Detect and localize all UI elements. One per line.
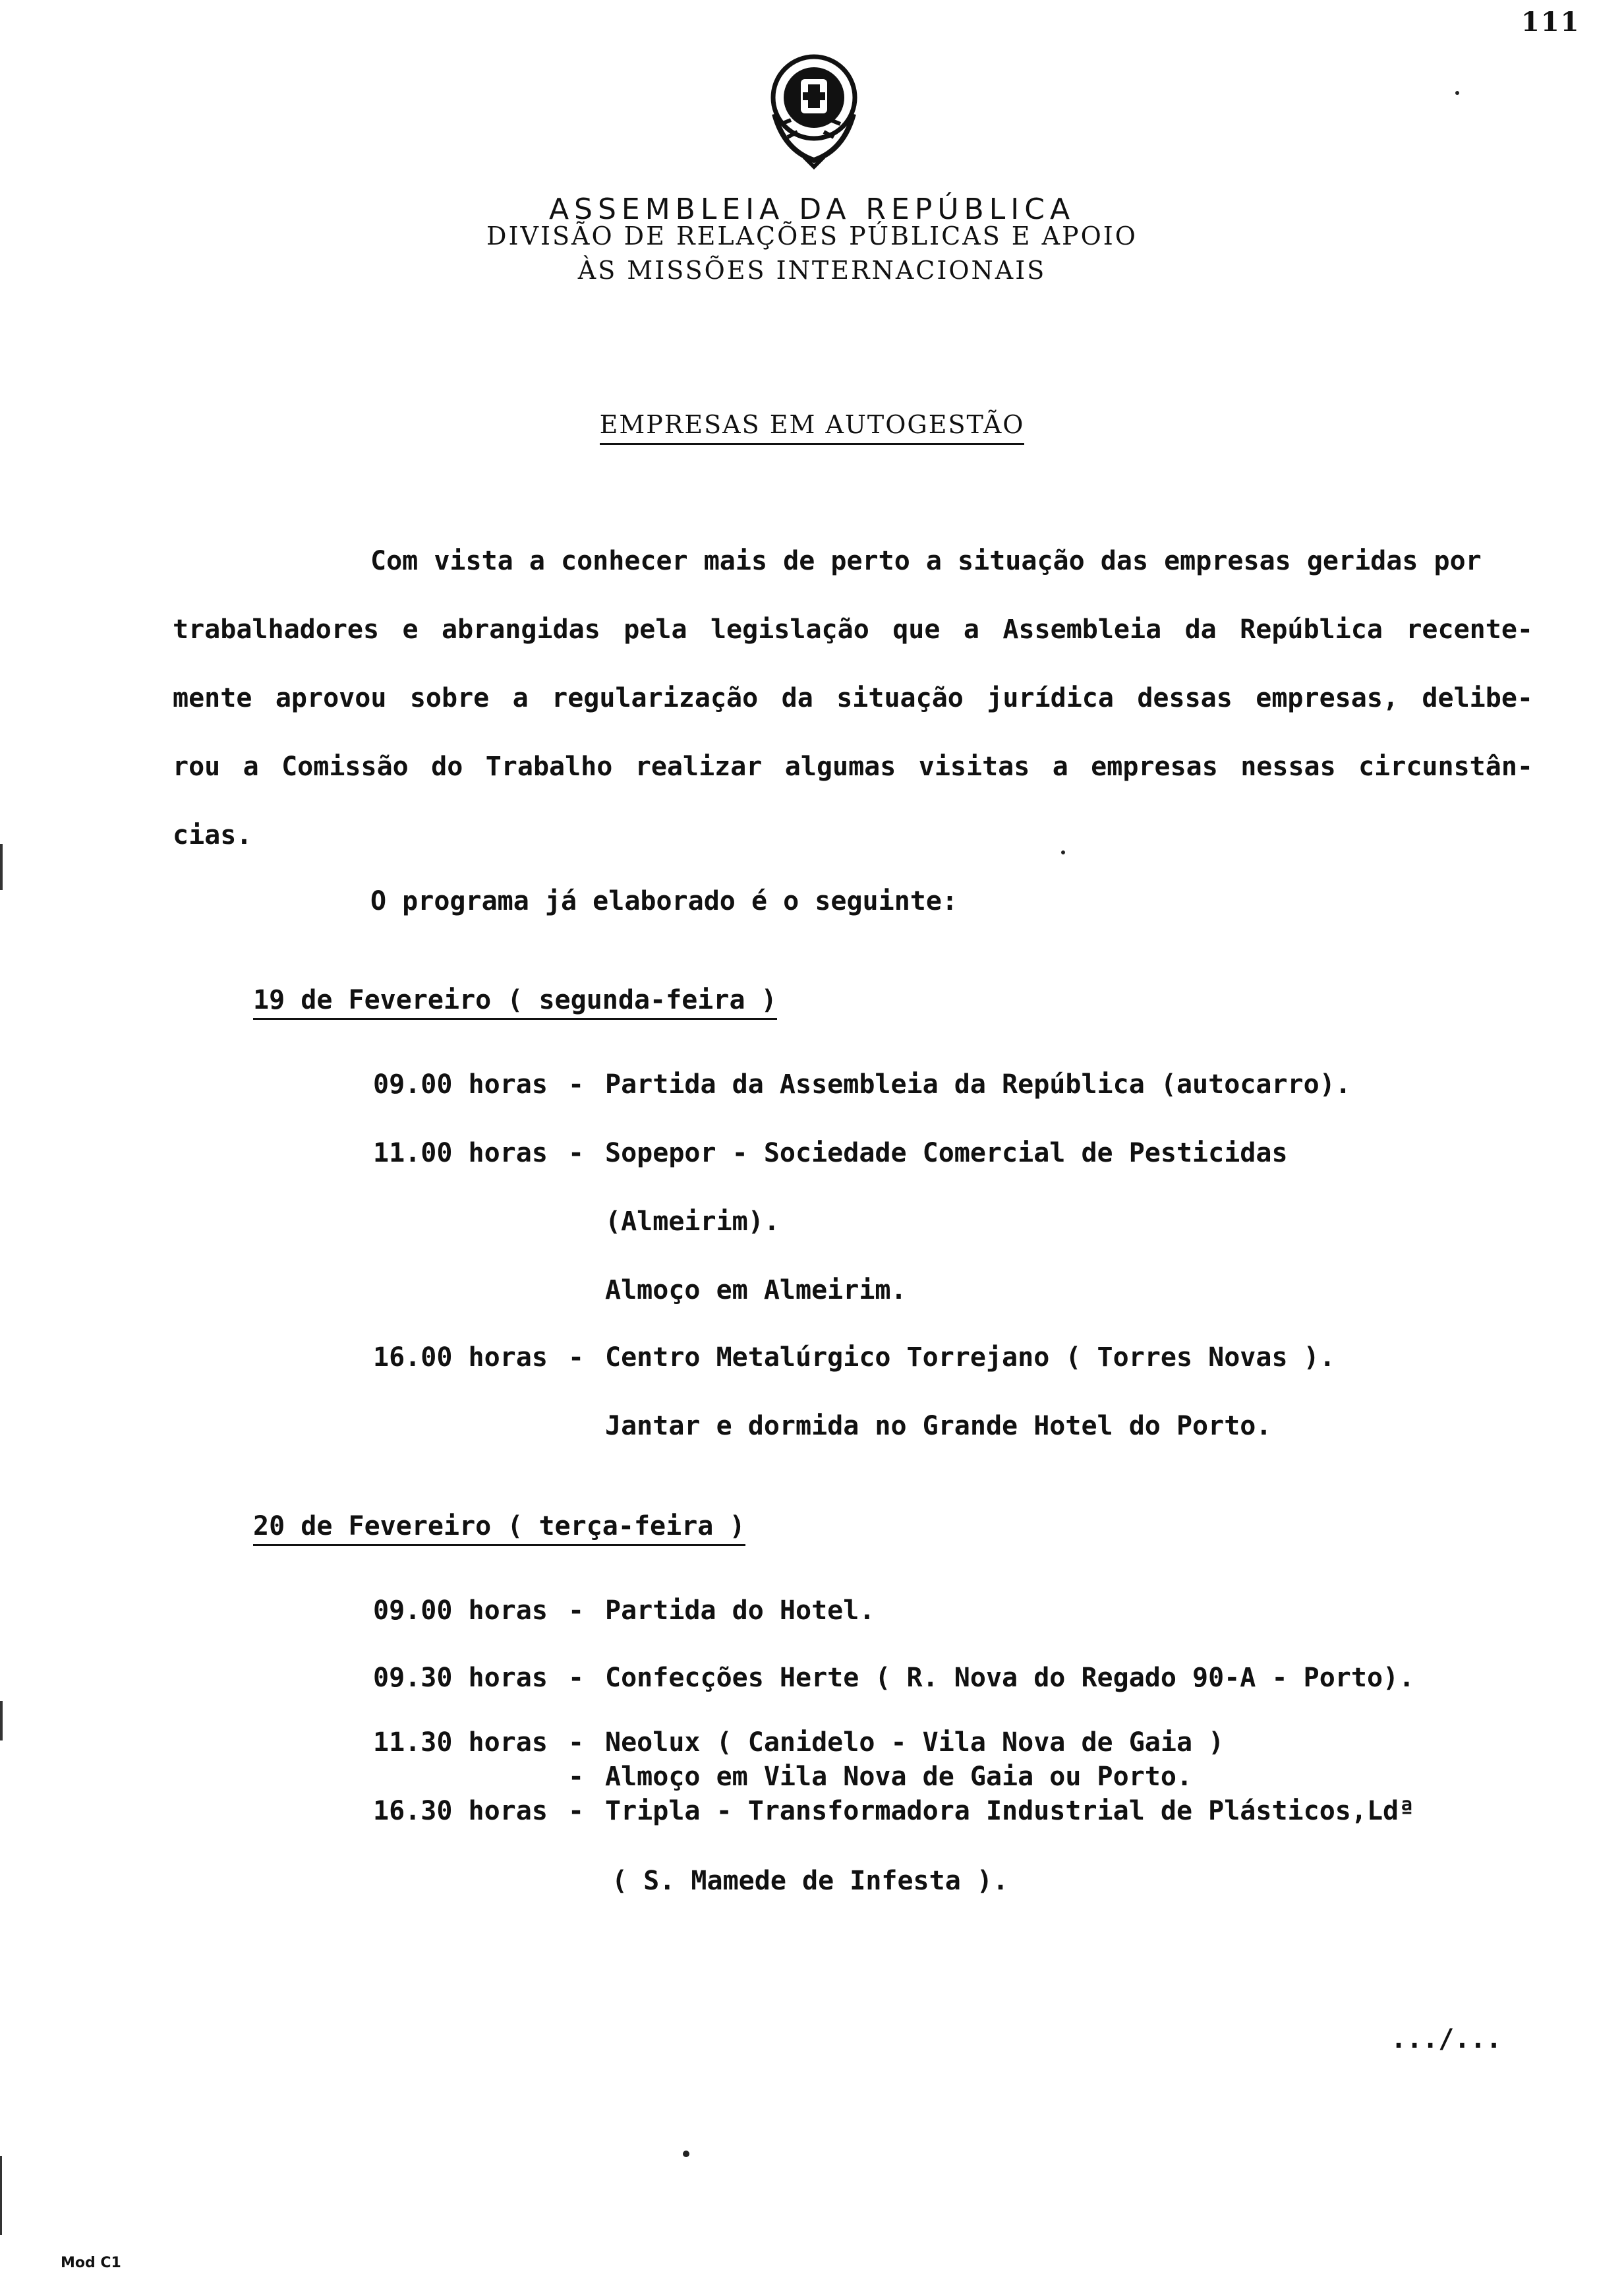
entry-dash: - <box>568 1796 585 1826</box>
scan-speck <box>683 2151 689 2157</box>
scan-edge-mark <box>0 844 3 890</box>
entry-time: 09.30 horas <box>373 1663 548 1693</box>
paragraph-line: mente aprovou sobre a regularização da situação jurídica dessas empresas, delibe- <box>173 683 1533 713</box>
entry-time: 16.30 horas <box>373 1796 548 1826</box>
page-number: 111 <box>1521 7 1580 38</box>
entry-time: 09.00 horas <box>373 1069 548 1100</box>
entry-time: 16.00 horas <box>373 1342 548 1373</box>
entry-text: Almoço em Almeirim. <box>605 1275 907 1305</box>
document-title <box>0 410 1624 439</box>
entry-dash: - <box>568 1069 585 1100</box>
entry-text: Neolux ( Canidelo - Vila Nova de Gaia ) <box>605 1727 1225 1758</box>
entry-dash: - <box>568 1727 585 1758</box>
document-title-text: EMPRESAS EM AUTOGESTÃO <box>600 410 1025 445</box>
paragraph-line: trabalhadores e abrangidas pela legislação que a Assembleia da República recente- <box>173 614 1533 645</box>
scan-speck <box>1455 91 1459 95</box>
entry-text: Sopepor - Sociedade Comercial de Pesticidas <box>605 1138 1288 1168</box>
entry-text: Jantar e dormida no Grande Hotel do Porto. <box>605 1411 1272 1441</box>
scan-edge-mark <box>0 2156 2 2235</box>
paragraph-line: cias. <box>173 820 252 850</box>
entry-text: Confecções Herte ( R. Nova do Regado 90-A - Porto). <box>605 1663 1415 1693</box>
institution-name: ASSEMBLEIA DA REPÚBLICA <box>548 193 1076 226</box>
entry-dash: - <box>568 1663 585 1693</box>
entry-text: Partida da Assembleia da República (autocarro). <box>605 1069 1351 1100</box>
entry-text: (Almeirim). <box>605 1206 780 1237</box>
entry-time: 11.00 horas <box>373 1138 548 1168</box>
entry-text: ( S. Mamede de Infesta ). <box>612 1866 1009 1896</box>
entry-text: Partida do Hotel. <box>605 1595 875 1626</box>
day-heading: 20 de Fevereiro ( terça-feira ) <box>253 1511 745 1546</box>
scan-edge-mark <box>0 1701 3 1740</box>
entry-text: Centro Metalúrgico Torrejano ( Torres Novas ). <box>605 1342 1335 1373</box>
entry-dash: - <box>568 1342 585 1373</box>
division-line-1: DIVISÃO DE RELAÇÕES PÚBLICAS E APOIO <box>486 222 1138 251</box>
entry-dash: - <box>568 1138 585 1168</box>
program-intro: O programa já elaborado é o seguinte: <box>370 886 958 916</box>
entry-time: 11.30 horas <box>373 1727 548 1758</box>
entry-dash: - <box>568 1762 585 1792</box>
scan-speck <box>1061 850 1065 854</box>
coat-of-arms-icon <box>765 51 863 170</box>
continued-marker: .../... <box>1391 2024 1502 2054</box>
entry-dash: - <box>568 1595 585 1626</box>
entry-time: 09.00 horas <box>373 1595 548 1626</box>
division-line-2: ÀS MISSÕES INTERNACIONAIS <box>577 256 1047 285</box>
entry-text: Tripla - Transformadora Industrial de Plásticos,Ldª <box>605 1796 1415 1826</box>
paragraph-line: rou a Comissão do Trabalho realizar algumas visitas a empresas nessas circunstân- <box>173 752 1533 782</box>
entry-text: Almoço em Vila Nova de Gaia ou Porto. <box>605 1762 1193 1792</box>
paragraph-line: Com vista a conhecer mais de perto a situação das empresas geridas por <box>370 546 1482 576</box>
day-heading: 19 de Fevereiro ( segunda-feira ) <box>253 985 777 1020</box>
form-label: Mod C1 <box>61 2255 121 2271</box>
